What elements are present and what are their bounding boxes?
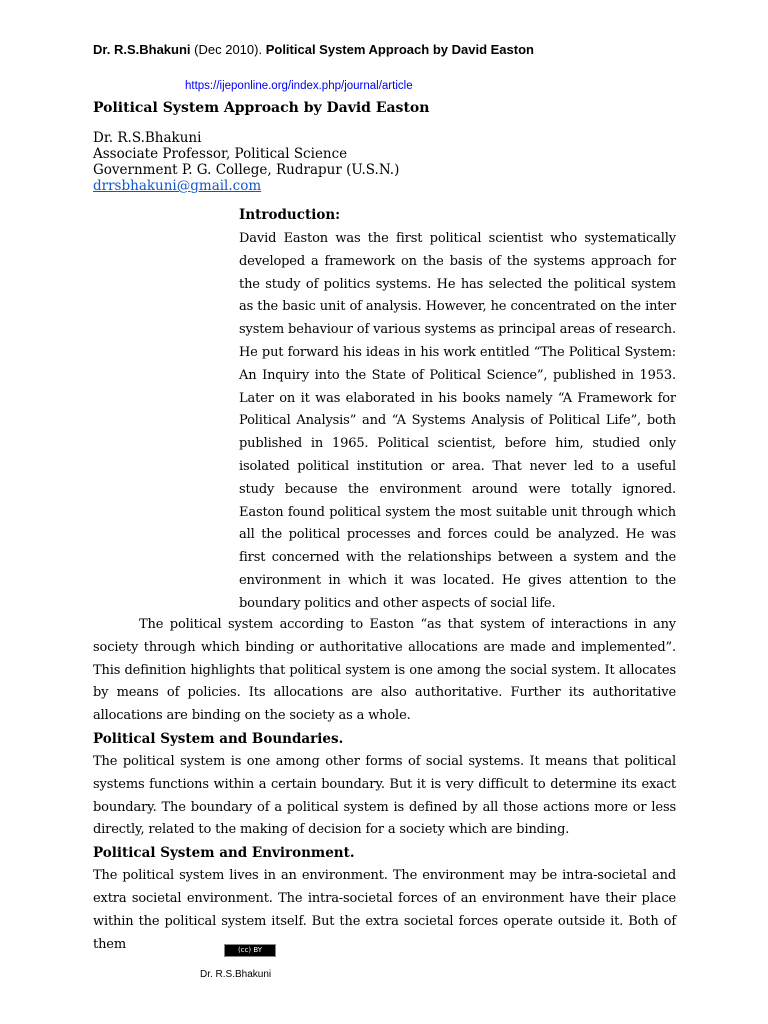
page-footer: Dr. R.S.Bhakuni [200, 969, 272, 980]
header-title: Political System Approach by David Easton [265, 42, 534, 57]
introduction-section [239, 205, 676, 616]
author-block [93, 130, 399, 194]
creative-commons-license-icon [224, 944, 276, 957]
introduction-heading: Introduction: [239, 207, 341, 223]
header-date: (Dec 2010). [194, 42, 263, 57]
boundaries-paragraph: The political system is one among other forms of social systems. It means that political systems functions within a certain boundary. But it is very difficult to determine its exact boundary. The boundary of a political system is defined by all those actions more or less directly, related to the making of decision for a society which are binding. [93, 753, 676, 838]
environment-heading: Political System and Environment. [93, 845, 355, 862]
header-author: Dr. R.S.Bhakuni [93, 42, 191, 57]
running-header [93, 42, 534, 57]
article-url-link[interactable]: https://ijeponline.org/index.php/journal/article [185, 80, 413, 92]
boundaries-heading: Political System and Boundaries. [93, 730, 344, 747]
author-affiliation: Government P. G. College, Rudrapur (U.S.N.) [93, 162, 400, 178]
author-email-link[interactable]: drrsbhakuni@gmail.com [93, 178, 262, 194]
author-name: Dr. R.S.Bhakuni [93, 130, 202, 146]
definition-paragraph: The political system according to Easton “as that system of interactions in any society through which binding or authoritative allocations are made and implemented”. This definition highlights that political system is one among the social system. It allocates by means of policies. Its allocations are also authoritative. Further its authoritative allocations are binding on the society as a whole. [93, 617, 676, 724]
environment-paragraph: The political system lives in an environment. The environment may be intra-societal and extra societal environment. The intra-societal forces of an environment have their place within the political system itself. But the extra societal forces operate outside it. Both of them [93, 868, 676, 952]
introduction-paragraph: David Easton was the first political scientist who systematically developed a framework on the basis of the systems approach for the study of politics systems. He has selected the political system as the basic unit of analysis. However, he concentrated on the inter system behaviour of various systems as principal areas of research. He put forward his ideas in his work entitled “The Political System: An Inquiry into the State of Political Science”, published in 1953. Later on it was elaborated in his books namely “A Framework for Political Analysis” and “A Systems Analysis of Political Life”, both published in 1965. Political scientist, before him, studied only isolated political institution or area. That never led to a useful study because the environment around were totally ignored. Easton found political system the most suitable unit through which all the political processes and forces could be analyzed. He was first concerned with the relationships between a system and the environment in which it was located. He gives attention to the boundary politics and other aspects of social life. [239, 231, 676, 611]
author-position: Associate Professor, Political Science [93, 146, 348, 162]
document-title: Political System Approach by David Easton [93, 100, 430, 116]
license-badge-text: (cc) BY [237, 946, 263, 954]
article-url [185, 80, 413, 92]
body-section [93, 614, 676, 956]
